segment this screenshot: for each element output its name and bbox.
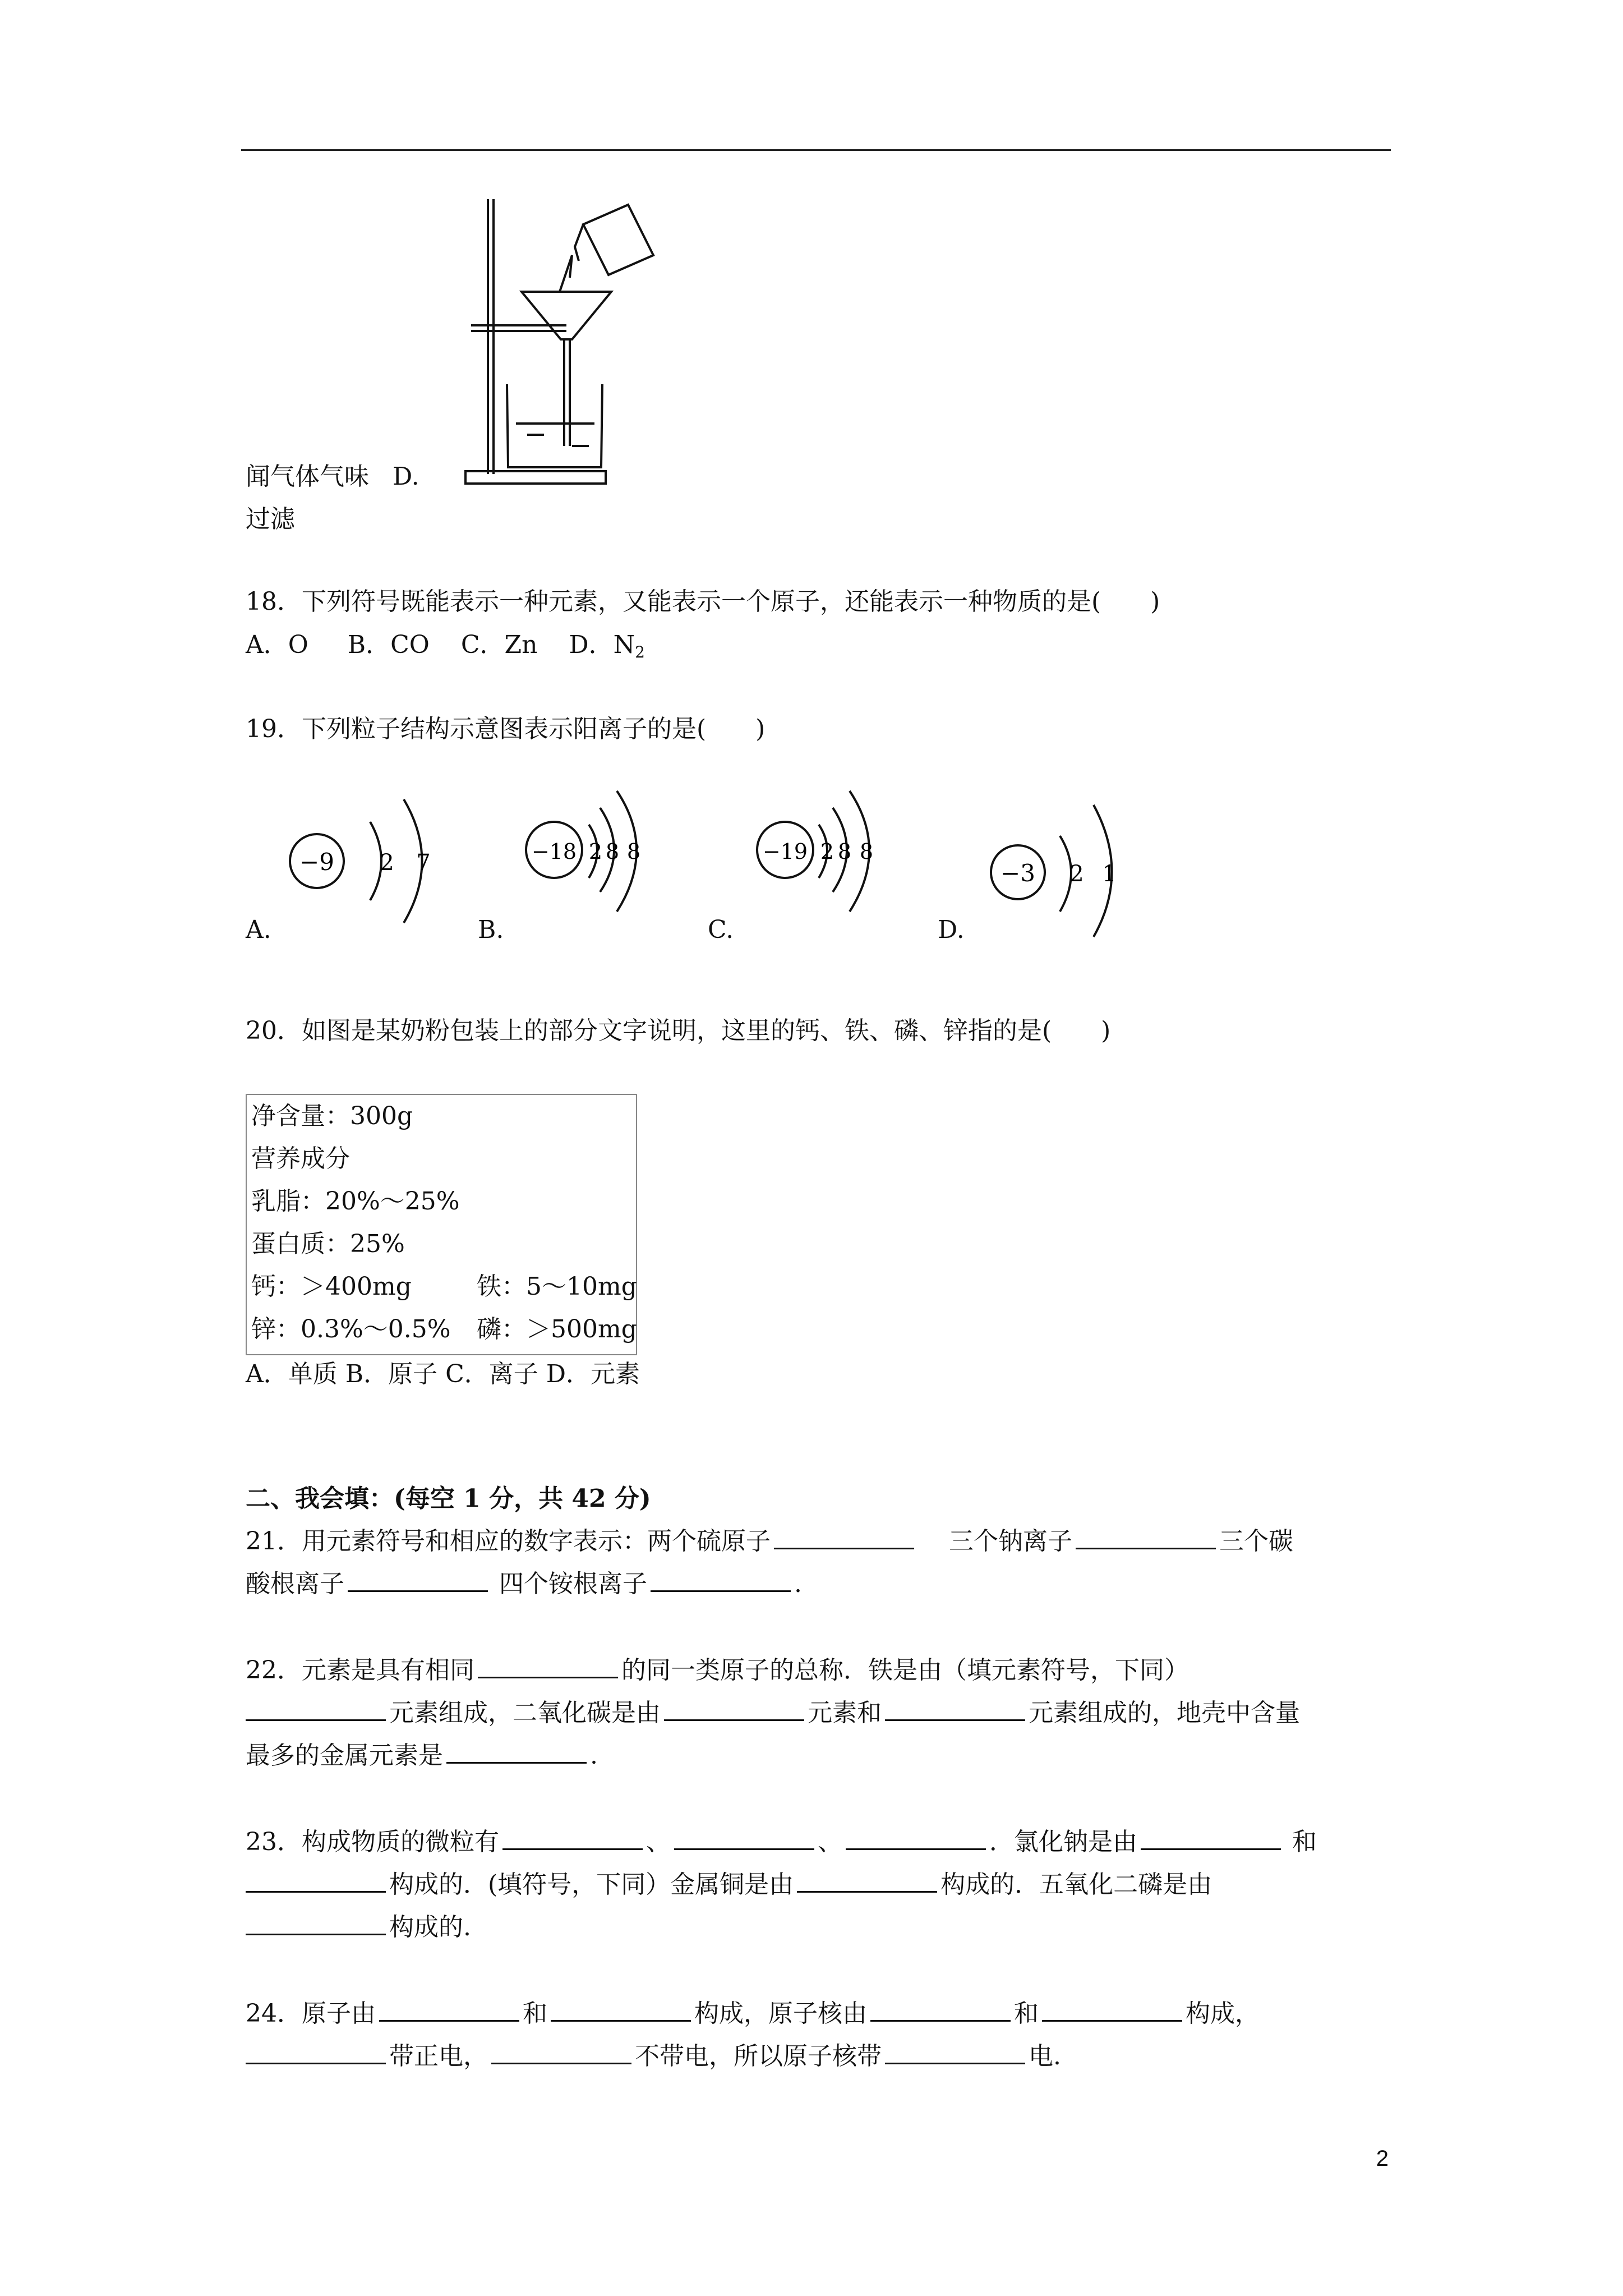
q24-text-2b: 和: [1014, 1999, 1039, 2028]
q23-text-4: 构成的．(填符号，下同）金属铜是由: [389, 1870, 794, 1899]
atom-c-shell-2: 8: [837, 839, 852, 864]
q22-blank-5[interactable]: [446, 1737, 587, 1764]
atom-diagram-d: [987, 791, 1133, 948]
label-phosphorus: 磷：＞500mg: [477, 1315, 637, 1343]
label-net-content: 净含量：300g: [251, 1102, 413, 1130]
q24-blank-5[interactable]: [246, 2038, 386, 2064]
atom-diagram-a: [289, 783, 457, 945]
atom-a-nucleus: −9: [299, 848, 334, 876]
q19-option-b-letter: B.: [478, 915, 504, 944]
label-iron: 铁：5～10mg: [477, 1272, 637, 1301]
atom-d-shell-1: 2: [1069, 861, 1084, 887]
q22-text-3: 元素组成，二氧化碳是由: [389, 1699, 661, 1727]
q20-options: A．单质 B．原子 C．离子 D．元素: [246, 1360, 640, 1388]
q22-text-1: 22．元素是具有相同: [246, 1656, 474, 1685]
q18-option-a: A．O: [246, 631, 308, 659]
q21-text-1: 21．用元素符号和相应的数字表示：两个硫原子: [246, 1527, 771, 1556]
q20-stem: 20．如图是某奶粉包装上的部分文字说明，这里的钙、铁、磷、锌指的是( ): [246, 1016, 1111, 1045]
q22-text-6: 最多的金属元素是: [246, 1741, 443, 1770]
atom-c-shell-3: 8: [859, 839, 874, 864]
q21-blank-2[interactable]: [1076, 1523, 1216, 1549]
q24-blank-1[interactable]: [379, 1995, 519, 2022]
label-zinc: 锌：0.3%～0.5%: [251, 1315, 451, 1343]
q22-text-2: 的同一类原子的总称．铁是由（填元素符号，下同）: [621, 1656, 1189, 1685]
q22-line-1: [246, 1649, 1189, 1692]
q24-text-5: 带正电，: [389, 2042, 488, 2070]
q23-text-5: 构成的．五氧化二磷是由: [940, 1870, 1212, 1899]
q21-blank-4[interactable]: [651, 1566, 791, 1592]
q22-line-2: [246, 1692, 1300, 1734]
q17-option-d-label: 过滤: [246, 505, 295, 533]
atom-b-shell-3: 8: [626, 839, 641, 864]
q17-option-d-letter: D.: [392, 462, 419, 491]
atom-d-shell-2: 1: [1102, 861, 1117, 887]
q21-blank-3[interactable]: [348, 1566, 488, 1592]
q24-line-2: [246, 2035, 1061, 2078]
q22-end: .: [590, 1741, 598, 1770]
q21-text-3: 三个碳: [1219, 1527, 1293, 1556]
q21-text-2: 三个钠离子: [948, 1527, 1072, 1556]
q24-text-2: 和: [523, 1999, 547, 2028]
q22-blank-1[interactable]: [478, 1652, 618, 1678]
atom-a-shell-2: 7: [416, 850, 431, 876]
q23-blank-1[interactable]: [502, 1824, 643, 1850]
q23-line-3: [246, 1906, 471, 1949]
q23-line-2: [246, 1864, 1212, 1906]
q23-blank-7[interactable]: [246, 1909, 386, 1935]
q23-text-1: 23．构成物质的微粒有: [246, 1828, 499, 1856]
q22-blank-2[interactable]: [246, 1695, 386, 1721]
q24-text-3: 构成，原子核由: [694, 1999, 867, 2028]
milk-powder-label-box: [246, 1094, 637, 1355]
page-number: 2: [1376, 2146, 1389, 2171]
q21-text-4: 酸根离子: [246, 1570, 344, 1598]
q23-blank-4[interactable]: [1141, 1824, 1281, 1850]
q22-blank-4[interactable]: [885, 1695, 1025, 1721]
filtration-apparatus-illustration: [460, 194, 729, 491]
q23-text-2: ．氯化钠是由: [989, 1828, 1137, 1856]
label-fat: 乳脂：20%～25%: [251, 1187, 460, 1216]
q24-blank-4[interactable]: [1042, 1995, 1182, 2022]
header-rule: [241, 149, 1391, 151]
q17-option-c-text: 闻气体气味: [246, 462, 369, 491]
q21-line-1: [246, 1520, 1293, 1563]
q24-text-6: 不带电，所以原子核带: [635, 2042, 882, 2070]
atom-c-shell-1: 2: [820, 839, 834, 864]
q18-option-d-subscript: 2: [635, 643, 645, 661]
q23-blank-2[interactable]: [674, 1824, 814, 1850]
q17-option-c-tail: [246, 455, 419, 498]
q23-sep-1: 、: [646, 1828, 671, 1856]
q19-option-d-letter: D.: [938, 915, 965, 944]
q18-option-b: B．CO: [347, 631, 430, 659]
q23-text-3: 和: [1292, 1828, 1317, 1856]
q24-line-1: [246, 1993, 1260, 2035]
atom-c-nucleus: −19: [762, 839, 808, 864]
section-2-heading: 二、我会填：(每空 1 分，共 42 分): [246, 1484, 651, 1513]
atom-b-nucleus: −18: [531, 839, 577, 864]
q19-stem: 19．下列粒子结构示意图表示阳离子的是( ): [246, 715, 766, 743]
q24-blank-7[interactable]: [885, 2038, 1025, 2064]
q24-blank-6[interactable]: [491, 2038, 631, 2064]
q21-blank-1[interactable]: [774, 1523, 914, 1549]
q23-line-1: [246, 1821, 1317, 1864]
q18-option-c: C．Zn: [460, 631, 538, 659]
q23-blank-5[interactable]: [246, 1866, 386, 1893]
atom-a-shell-1: 2: [380, 850, 394, 876]
atom-diagram-b: [522, 777, 690, 940]
q23-blank-3[interactable]: [846, 1824, 986, 1850]
atom-b-shell-1: 2: [588, 839, 603, 864]
label-protein: 蛋白质：25%: [251, 1230, 405, 1258]
q18-options: [246, 624, 645, 674]
q18-stem: 18．下列符号既能表示一种元素，又能表示一个原子，还能表示一种物质的是( ): [246, 587, 1160, 616]
q23-text-6: 构成的.: [389, 1913, 471, 1941]
q21-text-5: 四个铵根离子: [499, 1570, 647, 1598]
q22-text-5: 元素组成的，地壳中含量: [1029, 1699, 1300, 1727]
q22-text-4: 元素和: [808, 1699, 882, 1727]
q18-option-d: D．N: [569, 631, 635, 659]
atom-d-nucleus: −3: [1000, 859, 1035, 887]
q24-text-7: 电.: [1029, 2042, 1061, 2070]
q22-blank-3[interactable]: [664, 1695, 804, 1721]
q23-blank-6[interactable]: [797, 1866, 937, 1893]
q22-line-3: [246, 1734, 598, 1777]
label-calcium: 钙：＞400mg: [251, 1272, 412, 1301]
q24-blank-2[interactable]: [551, 1995, 691, 2022]
q24-text-4: 构成，: [1186, 1999, 1260, 2028]
q23-sep-2: 、: [818, 1828, 842, 1856]
q24-text-1: 24．原子由: [246, 1999, 376, 2028]
q21-end: .: [794, 1570, 802, 1598]
atom-b-shell-2: 8: [605, 839, 620, 864]
q19-option-c-letter: C.: [708, 915, 734, 944]
label-nutrition-heading: 营养成分: [251, 1144, 350, 1173]
atom-diagram-c: [751, 777, 920, 940]
q21-line-2: [246, 1563, 802, 1605]
q24-blank-3[interactable]: [870, 1995, 1011, 2022]
q19-option-a-letter: A.: [246, 915, 271, 944]
